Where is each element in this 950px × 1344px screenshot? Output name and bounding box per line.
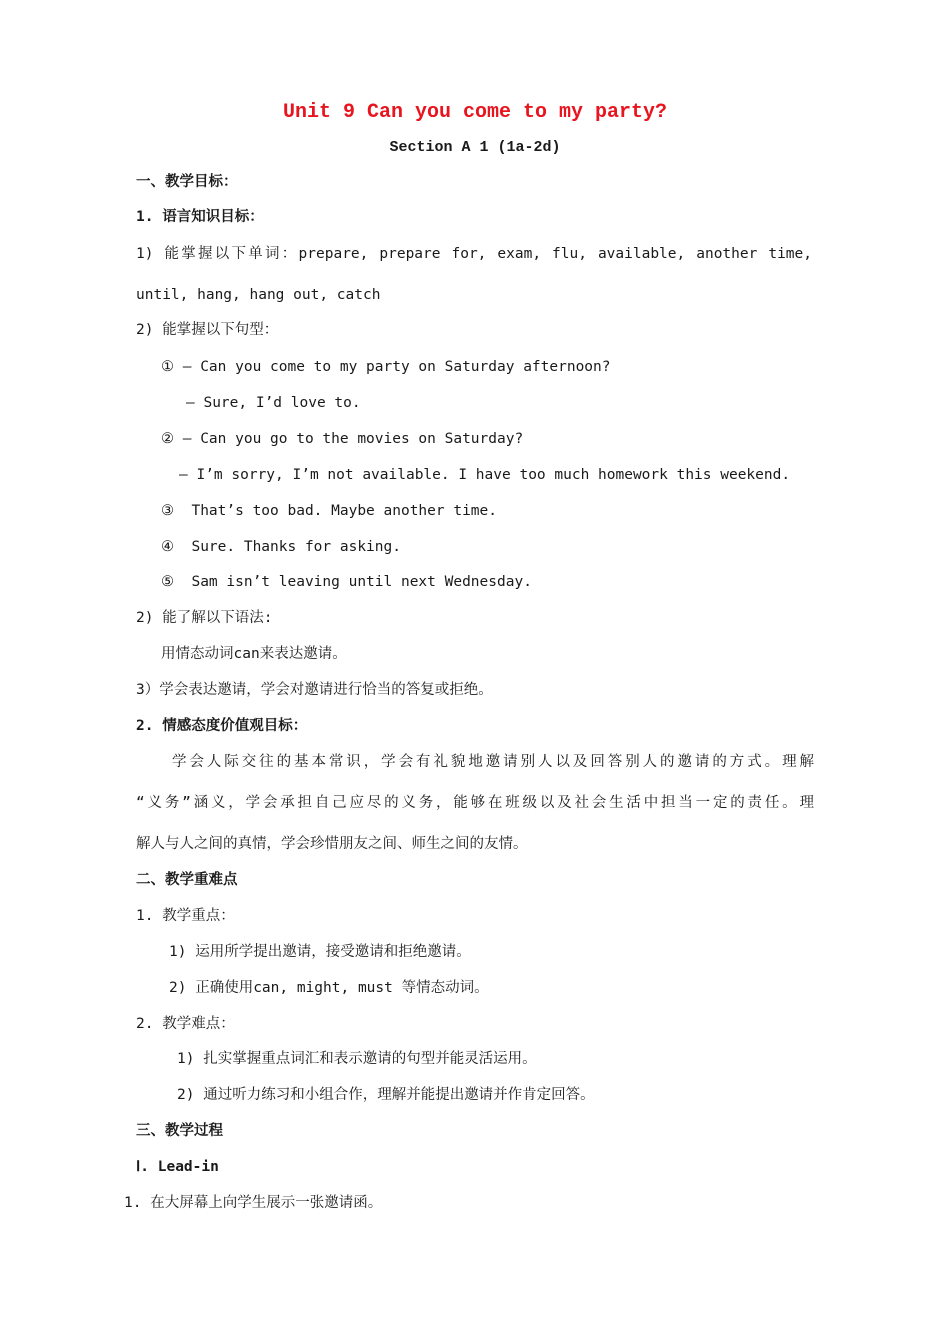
sentence-2b: — I’m sorry, I’m not available. I have too much homework this weekend. (179, 467, 791, 483)
patterns-heading: 2) 能掌握以下句型： (136, 322, 279, 338)
ability-goal: 3）学会表达邀请，学会对邀请进行恰当的答复或拒绝。 (136, 682, 493, 698)
vocab-line-1: 1) 能掌握以下单词：prepare, prepare for, exam, flu, available, another time, (136, 246, 812, 262)
key-points-heading: 1. 教学重点： (136, 908, 235, 924)
key-point-2: 2) 正确使用can, might, must 等情态动词。 (169, 980, 489, 996)
sentence-5: ⑤ Sam isn’t leaving until next Wednesday. (161, 574, 532, 590)
sentence-2a: ② — Can you go to the movies on Saturday? (161, 431, 524, 447)
heading-teaching-goals: 一、教学目标： (136, 174, 238, 190)
key-point-1: 1) 运用所学提出邀请，接受邀请和拒绝邀请。 (169, 944, 471, 960)
emotion-paragraph-line-1: 学会人际交往的基本常识，学会有礼貌地邀请别人以及回答别人的邀请的方式。理解 (172, 754, 814, 770)
sentence-3: ③ That’s too bad. Maybe another time. (161, 503, 497, 519)
section-subtitle: Section A 1 (1a-2d) (389, 139, 561, 156)
heading-emotion-goals: 2. 情感态度价值观目标： (136, 718, 308, 734)
document-title: Unit 9 Can you come to my party? (282, 101, 668, 124)
difficult-point-2: 2) 通过听力练习和小组合作，理解并能提出邀请并作肯定回答。 (177, 1087, 595, 1103)
process-step-1: 1. 在大屏幕上向学生展示一张邀请函。 (124, 1195, 383, 1211)
difficult-point-1: 1) 扎实掌握重点词汇和表示邀请的句型并能灵活运用。 (177, 1051, 537, 1067)
emotion-paragraph-line-2: “义务”涵义，学会承担自己应尽的义务，能够在班级以及社会生活中担当一定的责任。理 (136, 795, 814, 811)
vocab-line-2: until, hang, hang out, catch (136, 287, 381, 303)
difficult-points-heading: 2. 教学难点： (136, 1016, 235, 1032)
heading-key-difficult-points: 二、教学重难点 (136, 872, 238, 888)
sentence-1a: ① — Can you come to my party on Saturday afternoon? (161, 359, 611, 375)
grammar-body: 用情态动词can来表达邀请。 (161, 646, 347, 662)
heading-teaching-process: 三、教学过程 (136, 1123, 223, 1139)
sentence-1b: — Sure, I’d love to. (186, 395, 361, 411)
grammar-heading: 2) 能了解以下语法: (136, 610, 273, 626)
emotion-paragraph-line-3: 解人与人之间的真情，学会珍惜朋友之间、师生之间的友情。 (136, 836, 528, 852)
sentence-4: ④ Sure. Thanks for asking. (161, 539, 401, 555)
heading-language-goals: 1. 语言知识目标： (136, 209, 264, 225)
lead-in-heading: Ⅰ. Lead-in (136, 1159, 219, 1175)
